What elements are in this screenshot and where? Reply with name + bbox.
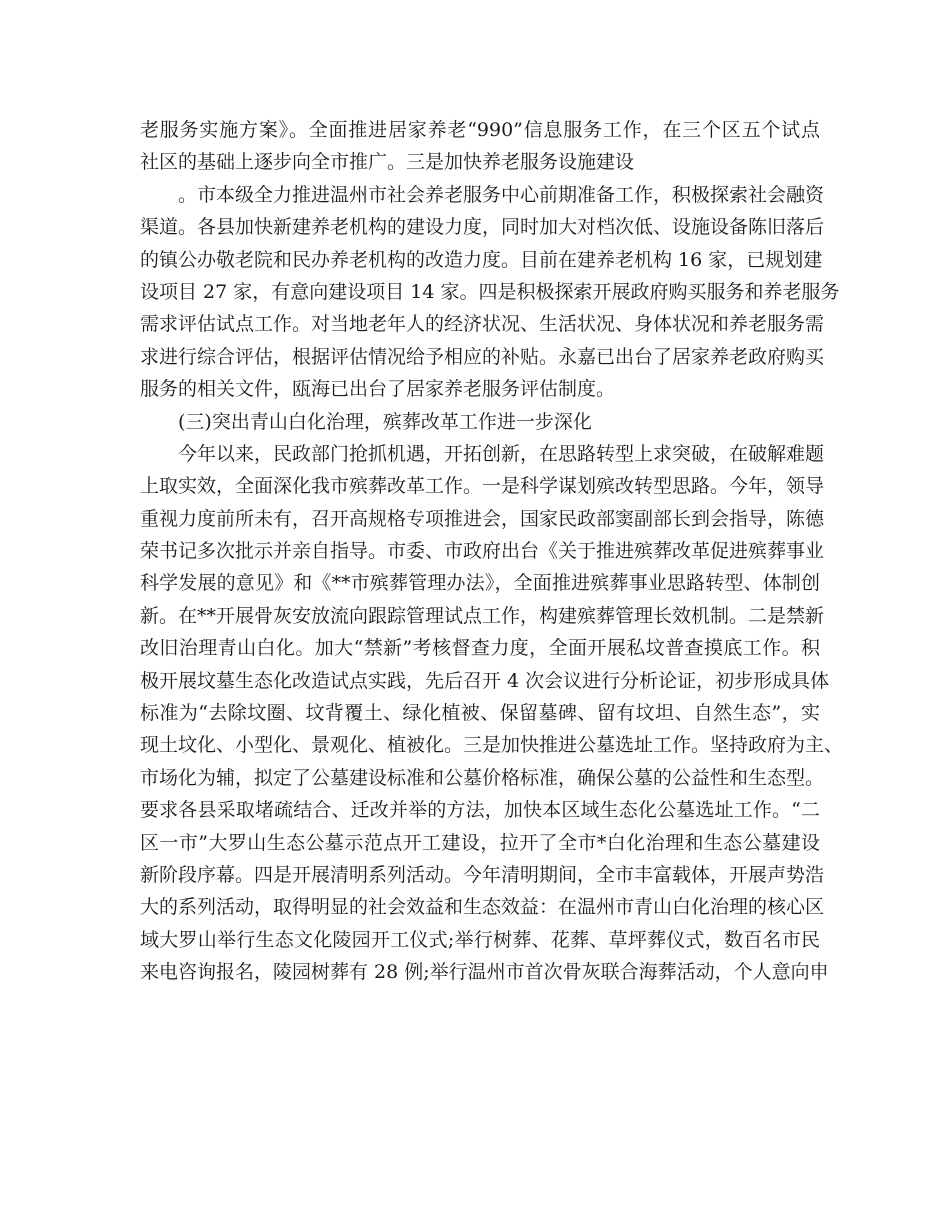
text-line: 改旧治理青山白化。加大“禁新”考核督查力度，全面开展私坟普查摸底工作。积	[140, 637, 820, 660]
text-line: 科学发展的意见》和《**市殡葬管理办法》，全面推进殡葬事业思路转型、体制创	[140, 572, 820, 595]
text-line: 市场化为辅，拟定了公墓建设标准和公墓价格标准，确保公墓的公益性和生态型。	[140, 766, 825, 789]
text-line: 今年以来，民政部门抢抓机遇，开拓创新，在思路转型上求突破，在破解难题	[178, 442, 825, 465]
text-line: 来电咨询报名，陵园树葬有 28 例;举行温州市首次骨灰联合海葬活动，个人意向申	[140, 961, 829, 984]
body-text	[140, 114, 844, 989]
text-line: 极开展坟墓生态化改造试点实践，先后召开 4 次会议进行分析论证，初步形成具体	[140, 669, 830, 692]
text-line: 。市本级全力推进温州市社会养老服务中心前期准备工作，积极探索社会融资	[178, 183, 825, 206]
text-line: 重视力度前所未有，召开高规格专项推进会，国家民政部窦副部长到会指导，陈德	[140, 507, 825, 530]
text-line: 要求各县采取堵疏结合、迁改并举的方法，加快本区域生态化公墓选址工作。“二	[140, 799, 820, 822]
text-line: 大的系列活动，取得明显的社会效益和生态效益：在温州市青山白化治理的核心区	[140, 896, 825, 919]
text-line: 荣书记多次批示并亲自指导。市委、市政府出台《关于推进殡葬改革促进殡葬事业	[140, 540, 825, 563]
text-line: 标准为“去除坟圈、坟背覆土、绿化植被、保留墓碑、留有坟坦、自然生态”，实	[140, 702, 820, 725]
text-line: 新。在**开展骨灰安放流向跟踪管理试点工作，构建殡葬管理长效机制。二是禁新	[140, 604, 825, 627]
text-line: 区一市”大罗山生态公墓示范点开工建设，拉开了全市*白化治理和生态公墓建设	[140, 831, 820, 854]
text-line: 渠道。各县加快新建养老机构的建设力度，同时加大对档次低、设施设备陈旧落后	[140, 216, 825, 239]
text-line: 现土坟化、小型化、景观化、植被化。三是加快推进公墓选址工作。坚持政府为主、	[140, 734, 844, 757]
text-line: 域大罗山举行生态文化陵园开工仪式;举行树葬、花葬、草坪葬仪式，数百名市民	[140, 928, 820, 951]
text-line: 的镇公办敬老院和民办养老机构的改造力度。目前在建养老机构 16 家，已规划建	[140, 248, 823, 271]
section-heading: (三)突出青山白化治理，殡葬改革工作进一步深化	[178, 410, 592, 433]
text-line: 新阶段序幕。四是开展清明系列活动。今年清明期间，全市丰富载体，开展声势浩	[140, 863, 825, 886]
text-line: 服务的相关文件，瓯海已出台了居家养老服务评估制度。	[140, 378, 616, 401]
text-line: 设项目 27 家，有意向建设项目 14 家。四是积极探索开展政府购买服务和养老服务	[140, 280, 840, 303]
text-line: 上取实效，全面深化我市殡葬改革工作。一是科学谋划殡改转型思路。今年，领导	[140, 475, 825, 498]
text-line: 老服务实施方案》。全面推进居家养老“990”信息服务工作，在三个区五个试点	[140, 119, 820, 141]
text-line: 社区的基础上逐步向全市推广。三是加快养老服务设施建设	[140, 151, 635, 174]
text-line: 求进行综合评估，根据评估情况给予相应的补贴。永嘉已出台了居家养老政府购买	[140, 345, 825, 368]
text-line: 需求评估试点工作。对当地老年人的经济状况、生活状况、身体状况和养老服务需	[140, 313, 825, 336]
